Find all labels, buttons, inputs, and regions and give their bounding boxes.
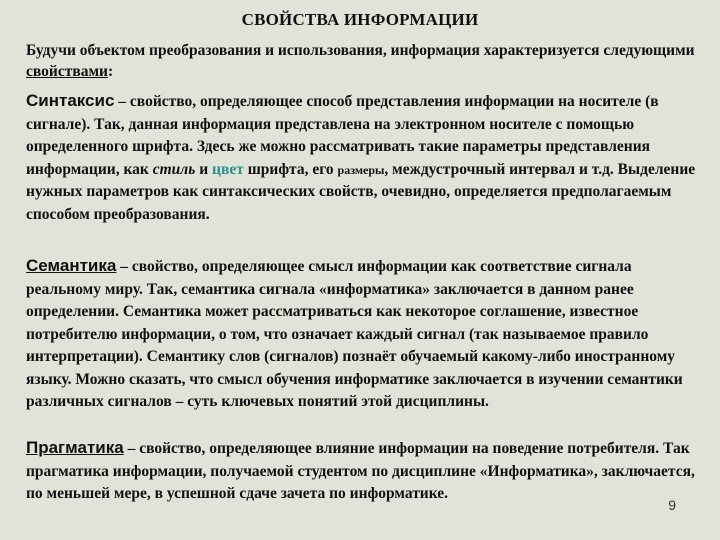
pragmatics-paragraph: [26, 437, 706, 506]
syntax-word-and: и: [195, 160, 213, 178]
pragmatics-term: Прагматика: [26, 438, 124, 457]
properties-link[interactable]: свойствами: [26, 63, 108, 80]
intro-colon: :: [107, 63, 114, 80]
syntax-text-1: – свойство, определяющее способ представления информации на носителе (в сигнале). Так, данная информация представлена на электронном носителе с помощью определенного шрифта. Здесь же можно рассматривать такие параметры представления информации, как: [26, 93, 659, 178]
syntax-term: Синтаксис: [26, 91, 115, 110]
syntax-paragraph: [26, 90, 706, 226]
intro-paragraph: [26, 40, 706, 82]
semantics-text: – свойство, определяющее смысл информации как соответствие сигнала реальному миру. Так, семантика сигнала «информатика» заключается в данном ранее определении. Семантика может рассматриваться как некоторое соглашение, известное потребителю информации, о том, что означает каждый сигнал (так называемое правило интерпретации). Семантику слов (сигналов) познаёт обучаемый какому-либо иностранному языку. Можно сказать, что смысл обучения информатике заключается в изучении семантики различных сигналов – суть ключевых понятий этой дисциплины.: [26, 258, 683, 410]
semantics-paragraph: [26, 255, 706, 414]
slide-title: СВОЙСТВА ИНФОРМАЦИИ: [241, 10, 479, 29]
syntax-word-color: цвет: [212, 160, 244, 178]
semantics-term: Семантика: [26, 256, 117, 275]
syntax-text-3: , междустрочный интервал и т.д. Выделение нужных параметров как синтаксических свойств, очевидно, определяется предполагаемым способом преобразования.: [26, 160, 696, 223]
syntax-word-size: размеры: [337, 162, 385, 177]
syntax-text-2: шрифта, его: [243, 160, 338, 178]
syntax-word-style: стиль: [152, 160, 196, 178]
intro-text: Будучи объектом преобразования и использования, информация характеризуется следующими: [26, 42, 695, 59]
page-number: 9: [668, 497, 676, 513]
pragmatics-text: – свойство, определяющее влияние информации на поведение потребителя. Так прагматика информации, получаемой студентом по дисциплине «Информатика», заключается, по меньшей мере, в успешной сдаче зачета по информатике.: [26, 440, 695, 502]
